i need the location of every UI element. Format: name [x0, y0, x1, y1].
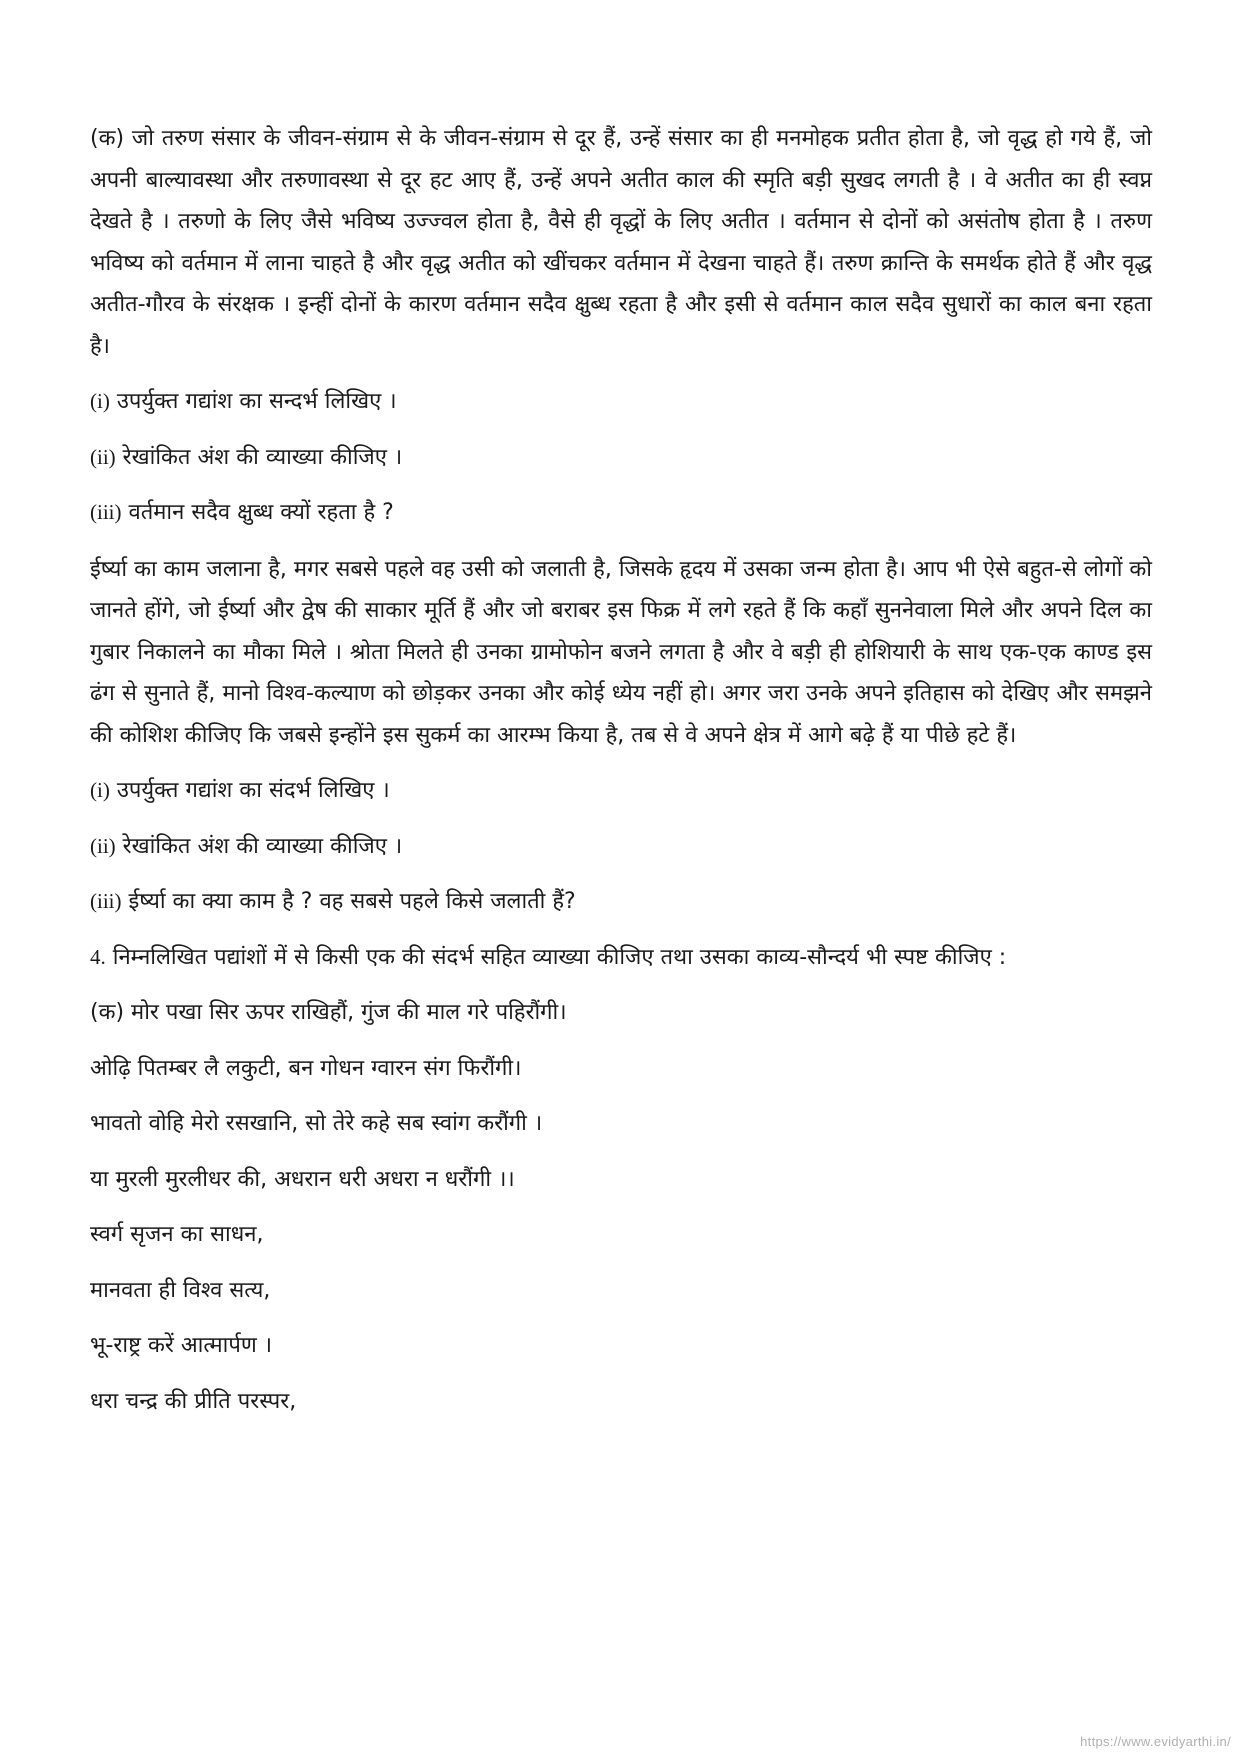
verse-line-2: ओढ़ि पितम्बर लै लकुटी, बन गोधन ग्वारन संग फिरौंगी।: [90, 1055, 522, 1081]
passage-1-question-1: [90, 381, 1152, 423]
passage-1-text: (क) जो तरुण संसार के जीवन-संग्राम से के जीवन-संग्राम से दूर हैं, उन्हें संसार का ही मनमोहक प्रतीत होता है, जो वृद्ध हो गये हैं, जो अपनी बाल्यावस्था और तरुणावस्था से दूर हट आए हैं, उन्हें अपने अतीत काल की स्मृति बड़ी सुखद लगती है । वे अतीत का ही स्वप्न देखते है । तरुणो के लिए जैसे भविष्य उज्ज्वल होता है, वैसे ही वृद्धों के लिए अतीत । वर्तमान से दोनों को असंतोष होता है । तरुण भविष्य को वर्तमान में लाना चाहते है और वृद्ध अतीत को खींचकर वर्तमान में देखना चाहते हैं। तरुण क्रान्ति के समर्थक होते हैं और वृद्ध अतीत-गौरव के संरक्षक । इन्हीं दोनों के कारण वर्तमान सदैव क्षुब्ध रहता है और इसी से वर्तमान काल सदैव सुधारों का काल बना रहता है।: [90, 126, 1152, 359]
question-4: [90, 937, 1152, 979]
passage-2-question-1: [90, 770, 1152, 812]
passage-2-question-3: [90, 881, 1152, 923]
verse-line-5: स्वर्ग सृजन का साधन,: [90, 1222, 264, 1247]
passage-2-question-2: [90, 826, 1152, 868]
question-text: उपर्युक्त गद्यांश का सन्दर्भ लिखिए ।: [109, 389, 397, 414]
question-text: उपर्युक्त गद्यांश का संदर्भ लिखिए ।: [109, 778, 390, 803]
document-page: [90, 118, 1152, 1422]
question-number: (i): [90, 778, 110, 802]
question-number: (iii): [90, 500, 122, 524]
verse-line-8: धरा चन्द्र की प्रीति परस्पर,: [90, 1388, 297, 1414]
passage-1-question-2: [90, 437, 1152, 479]
question-number: (iii): [90, 889, 122, 913]
question-number: (ii): [90, 833, 116, 858]
watermark-url: https://www.evidyarthi.in/: [1080, 1734, 1231, 1749]
question-number: (i): [90, 389, 110, 413]
question-text: ईर्ष्या का क्या काम है ? वह सबसे पहले किसे जलाती हैं?: [121, 889, 576, 914]
passage-1-question-3: [90, 492, 1152, 534]
question-number: (ii): [90, 444, 116, 469]
question-text: रेखांकित अंश की व्याख्या कीजिए ।: [115, 444, 403, 470]
passage-2-text: ईर्ष्या का काम जलाना है, मगर सबसे पहले वह उसी को जलाती है, जिसके हृदय में उसका जन्म होता है। आप भी ऐसे बहुत-से लोगों को जानते होंगे, जो ईर्ष्या और द्वेष की साकार मूर्ति हैं और जो बराबर इस फिक्र में लगे रहते हैं कि कहाँ सुननेवाला मिले और अपने दिल का गुबार निकालने का मौका मिले । श्रोता मिलते ही उनका ग्रामोफोन बजने लगता है और वे बड़ी ही होशियारी के साथ एक-एक काण्ड इस ढंग से सुनाते हैं, मानो विश्व-कल्याण को छोड़कर उनका और कोई ध्येय नहीं हो। अगर जरा उनके अपने इतिहास को देखिए और समझने की कोशिश कीजिए कि जबसे इन्होंने इस सुकर्म का आरम्भ किया है, तब से वे अपने क्षेत्र में आगे बढ़े हैं या पीछे हटे हैं।: [90, 556, 1152, 748]
question-text: रेखांकित अंश की व्याख्या कीजिए ।: [115, 833, 403, 859]
question-number: 4.: [90, 944, 106, 969]
question-text: वर्तमान सदैव क्षुब्ध क्यों रहता है ?: [121, 500, 394, 525]
verse-line-3: भावतो वोहि मेरो रसखानि, सो तेरे कहे सब स्वांग करौंगी ।: [90, 1111, 543, 1136]
question-text: निम्नलिखित पद्यांशों में से किसी एक की संदर्भ सहित व्याख्या कीजिए तथा उसका काव्य-सौन्दर्य भी स्पष्ट कीजिए :: [105, 944, 1007, 970]
verse-line-6: मानवता ही विश्व सत्य,: [90, 1277, 271, 1303]
verse-line-7: भू-राष्ट्र करें आत्मार्पण ।: [90, 1333, 273, 1358]
verse-line-1: (क) मोर पखा सिर ऊपर राखिहौं, गुंज की माल गरे पहिरौंगी।: [90, 1000, 567, 1025]
verse-line-4: या मुरली मुरलीधर की, अधरान धरी अधरा न धरौंगी ।।: [90, 1166, 515, 1192]
